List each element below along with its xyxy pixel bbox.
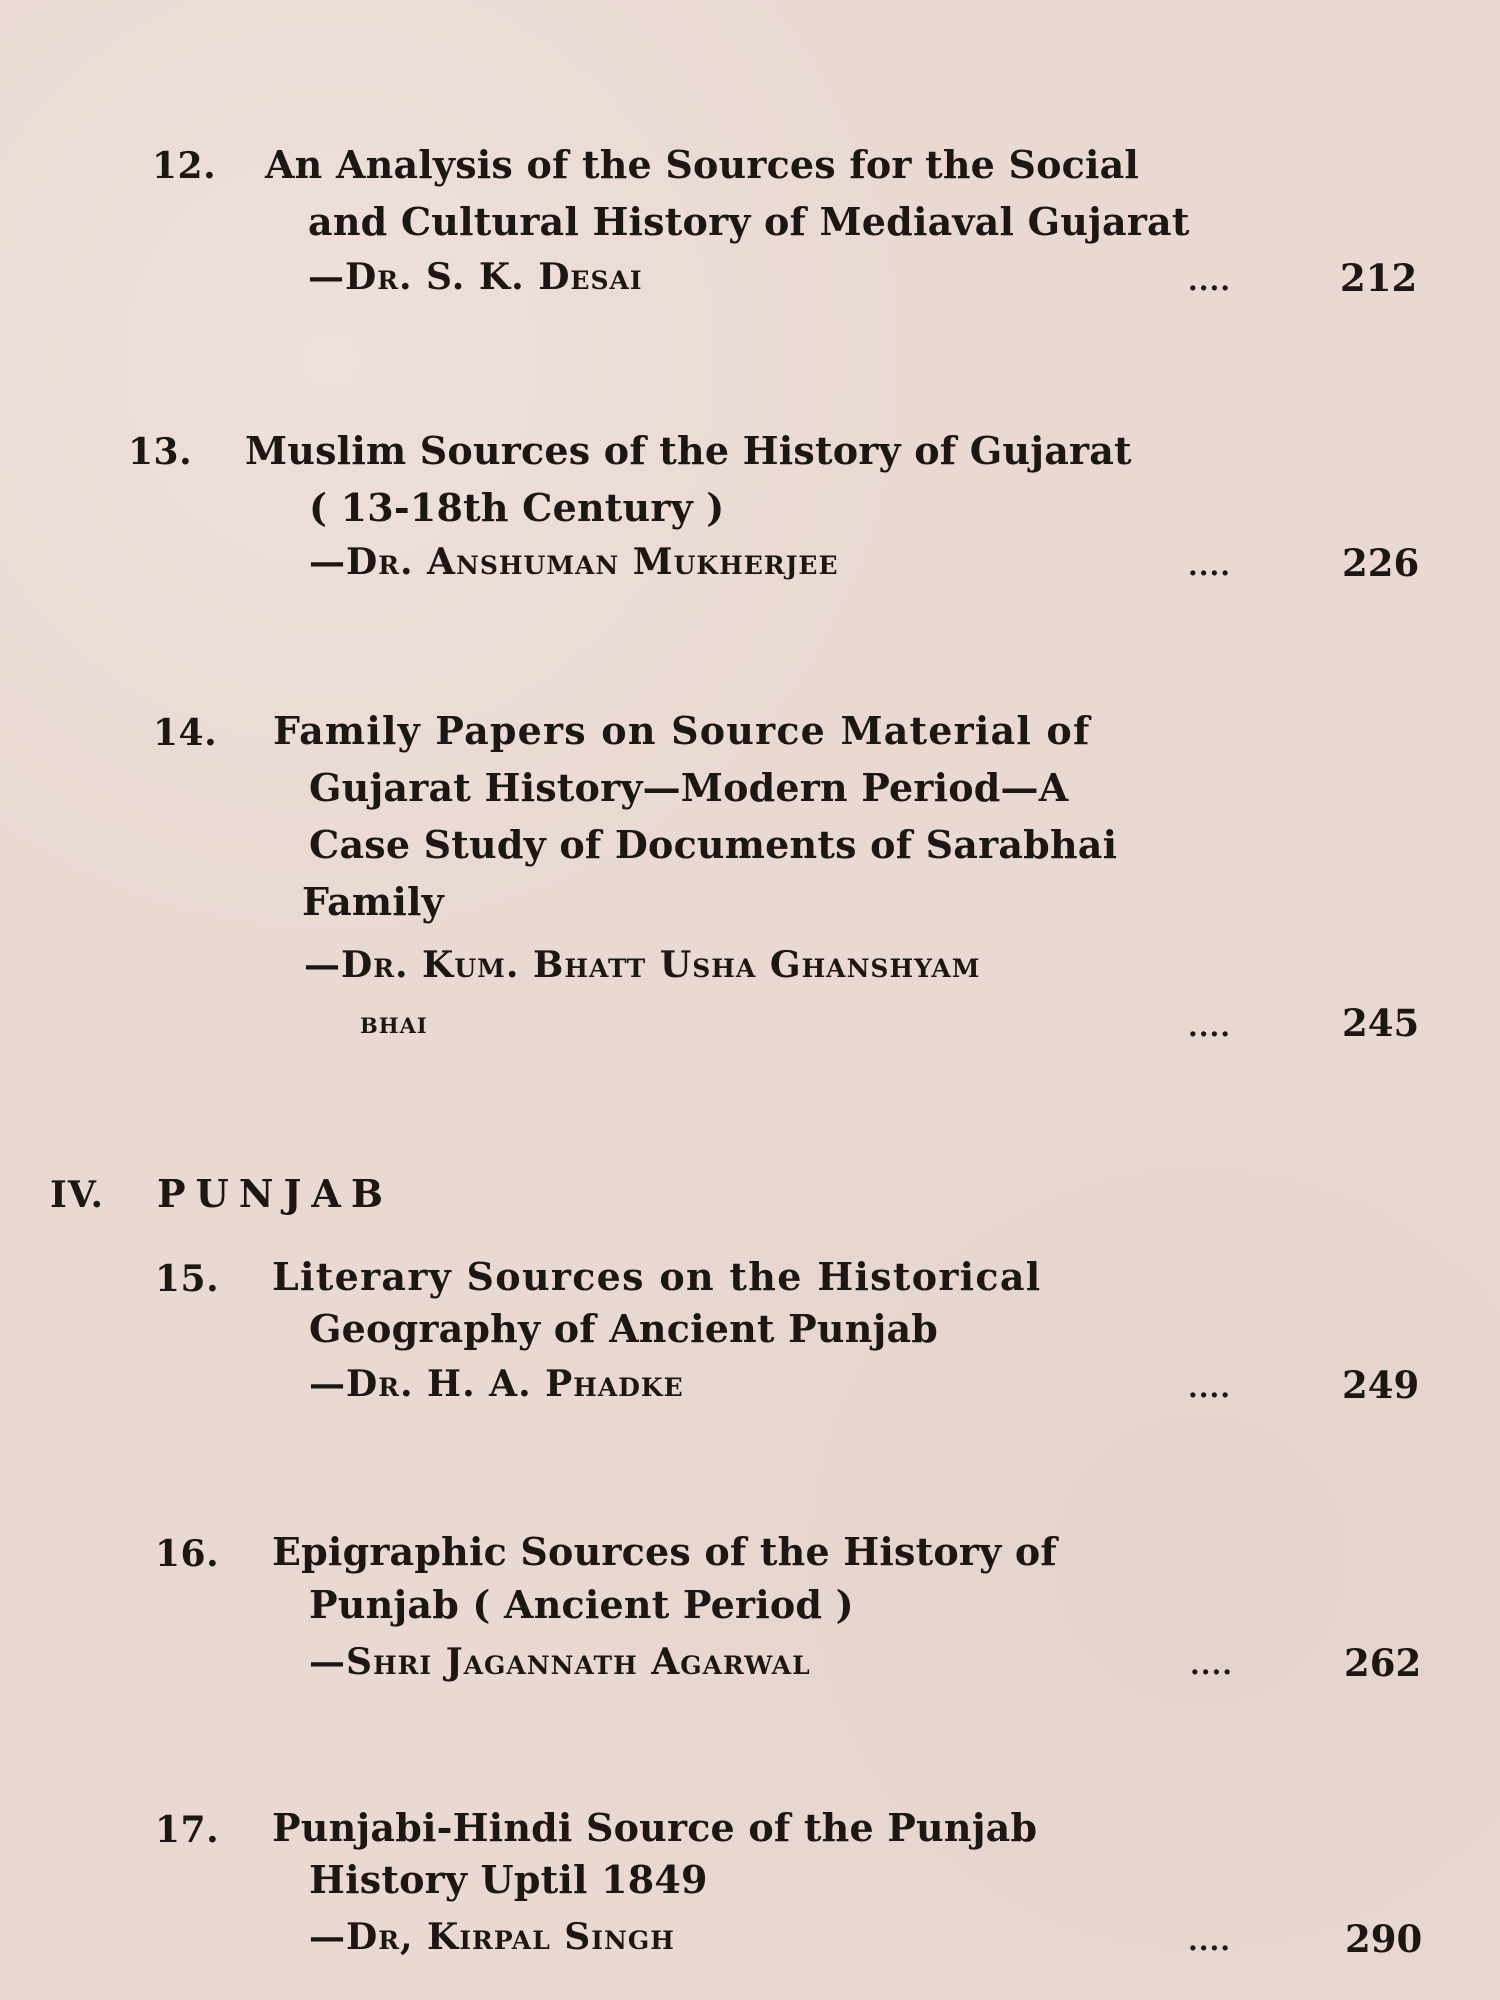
- entry-author: —Dr. Kum. Bhatt Usha Ghanshyam: [304, 944, 981, 986]
- section-roman-numeral: IV.: [50, 1174, 105, 1216]
- entry-number: 14.: [153, 712, 218, 754]
- entry-number: 16.: [155, 1533, 220, 1575]
- dot-leader: ....: [1188, 264, 1231, 297]
- entry-title-line: Muslim Sources of the History of Gujarat: [245, 428, 1132, 473]
- entry-author: —Dr. S. K. Desai: [308, 256, 643, 298]
- entry-title-line: An Analysis of the Sources for the Social: [265, 142, 1140, 187]
- entry-title-line: Gujarat History—Modern Period—A: [309, 765, 1069, 810]
- entry-page-number: 245: [1342, 1001, 1420, 1045]
- entry-title-line: Geography of Ancient Punjab: [309, 1306, 939, 1351]
- entry-author-continuation: bhai: [360, 1006, 428, 1041]
- entry-title-line: Family: [302, 879, 444, 924]
- entry-number: 17.: [155, 1809, 220, 1851]
- entry-page-number: 212: [1340, 256, 1418, 300]
- section-title: PUNJAB: [157, 1171, 394, 1216]
- entry-number: 15.: [155, 1258, 220, 1300]
- dot-leader: ....: [1188, 1924, 1231, 1957]
- entry-author: —Dr, Kirpal Singh: [309, 1916, 675, 1958]
- dot-leader: ....: [1190, 1648, 1233, 1681]
- entry-title-line: Family Papers on Source Material of: [273, 708, 1091, 753]
- entry-title-line: Punjab ( Ancient Period ): [309, 1582, 854, 1627]
- entry-title-line: Literary Sources on the Historical: [272, 1254, 1042, 1299]
- entry-author: —Dr. Anshuman Mukherjee: [309, 541, 839, 583]
- entry-title-line: Case Study of Documents of Sarabhai: [309, 822, 1118, 867]
- entry-title-line: Punjabi-Hindi Source of the Punjab: [272, 1805, 1038, 1850]
- entry-page-number: 226: [1342, 541, 1420, 585]
- entry-author: —Dr. H. A. Phadke: [309, 1363, 684, 1405]
- entry-title-line: ( 13-18th Century ): [309, 485, 725, 530]
- entry-number: 13.: [128, 431, 193, 473]
- entry-page-number: 262: [1344, 1641, 1422, 1685]
- dot-leader: ....: [1188, 1371, 1231, 1404]
- dot-leader: ....: [1188, 1010, 1231, 1043]
- entry-author: —Shri Jagannath Agarwal: [309, 1641, 811, 1683]
- entry-page-number: 290: [1345, 1917, 1423, 1961]
- entry-page-number: 249: [1342, 1363, 1420, 1407]
- entry-title-line: Epigraphic Sources of the History of: [272, 1529, 1057, 1574]
- entry-number: 12.: [152, 145, 217, 187]
- dot-leader: ....: [1188, 549, 1231, 582]
- entry-title-line: and Cultural History of Mediaval Gujarat: [308, 199, 1190, 244]
- entry-title-line: History Uptil 1849: [309, 1857, 708, 1902]
